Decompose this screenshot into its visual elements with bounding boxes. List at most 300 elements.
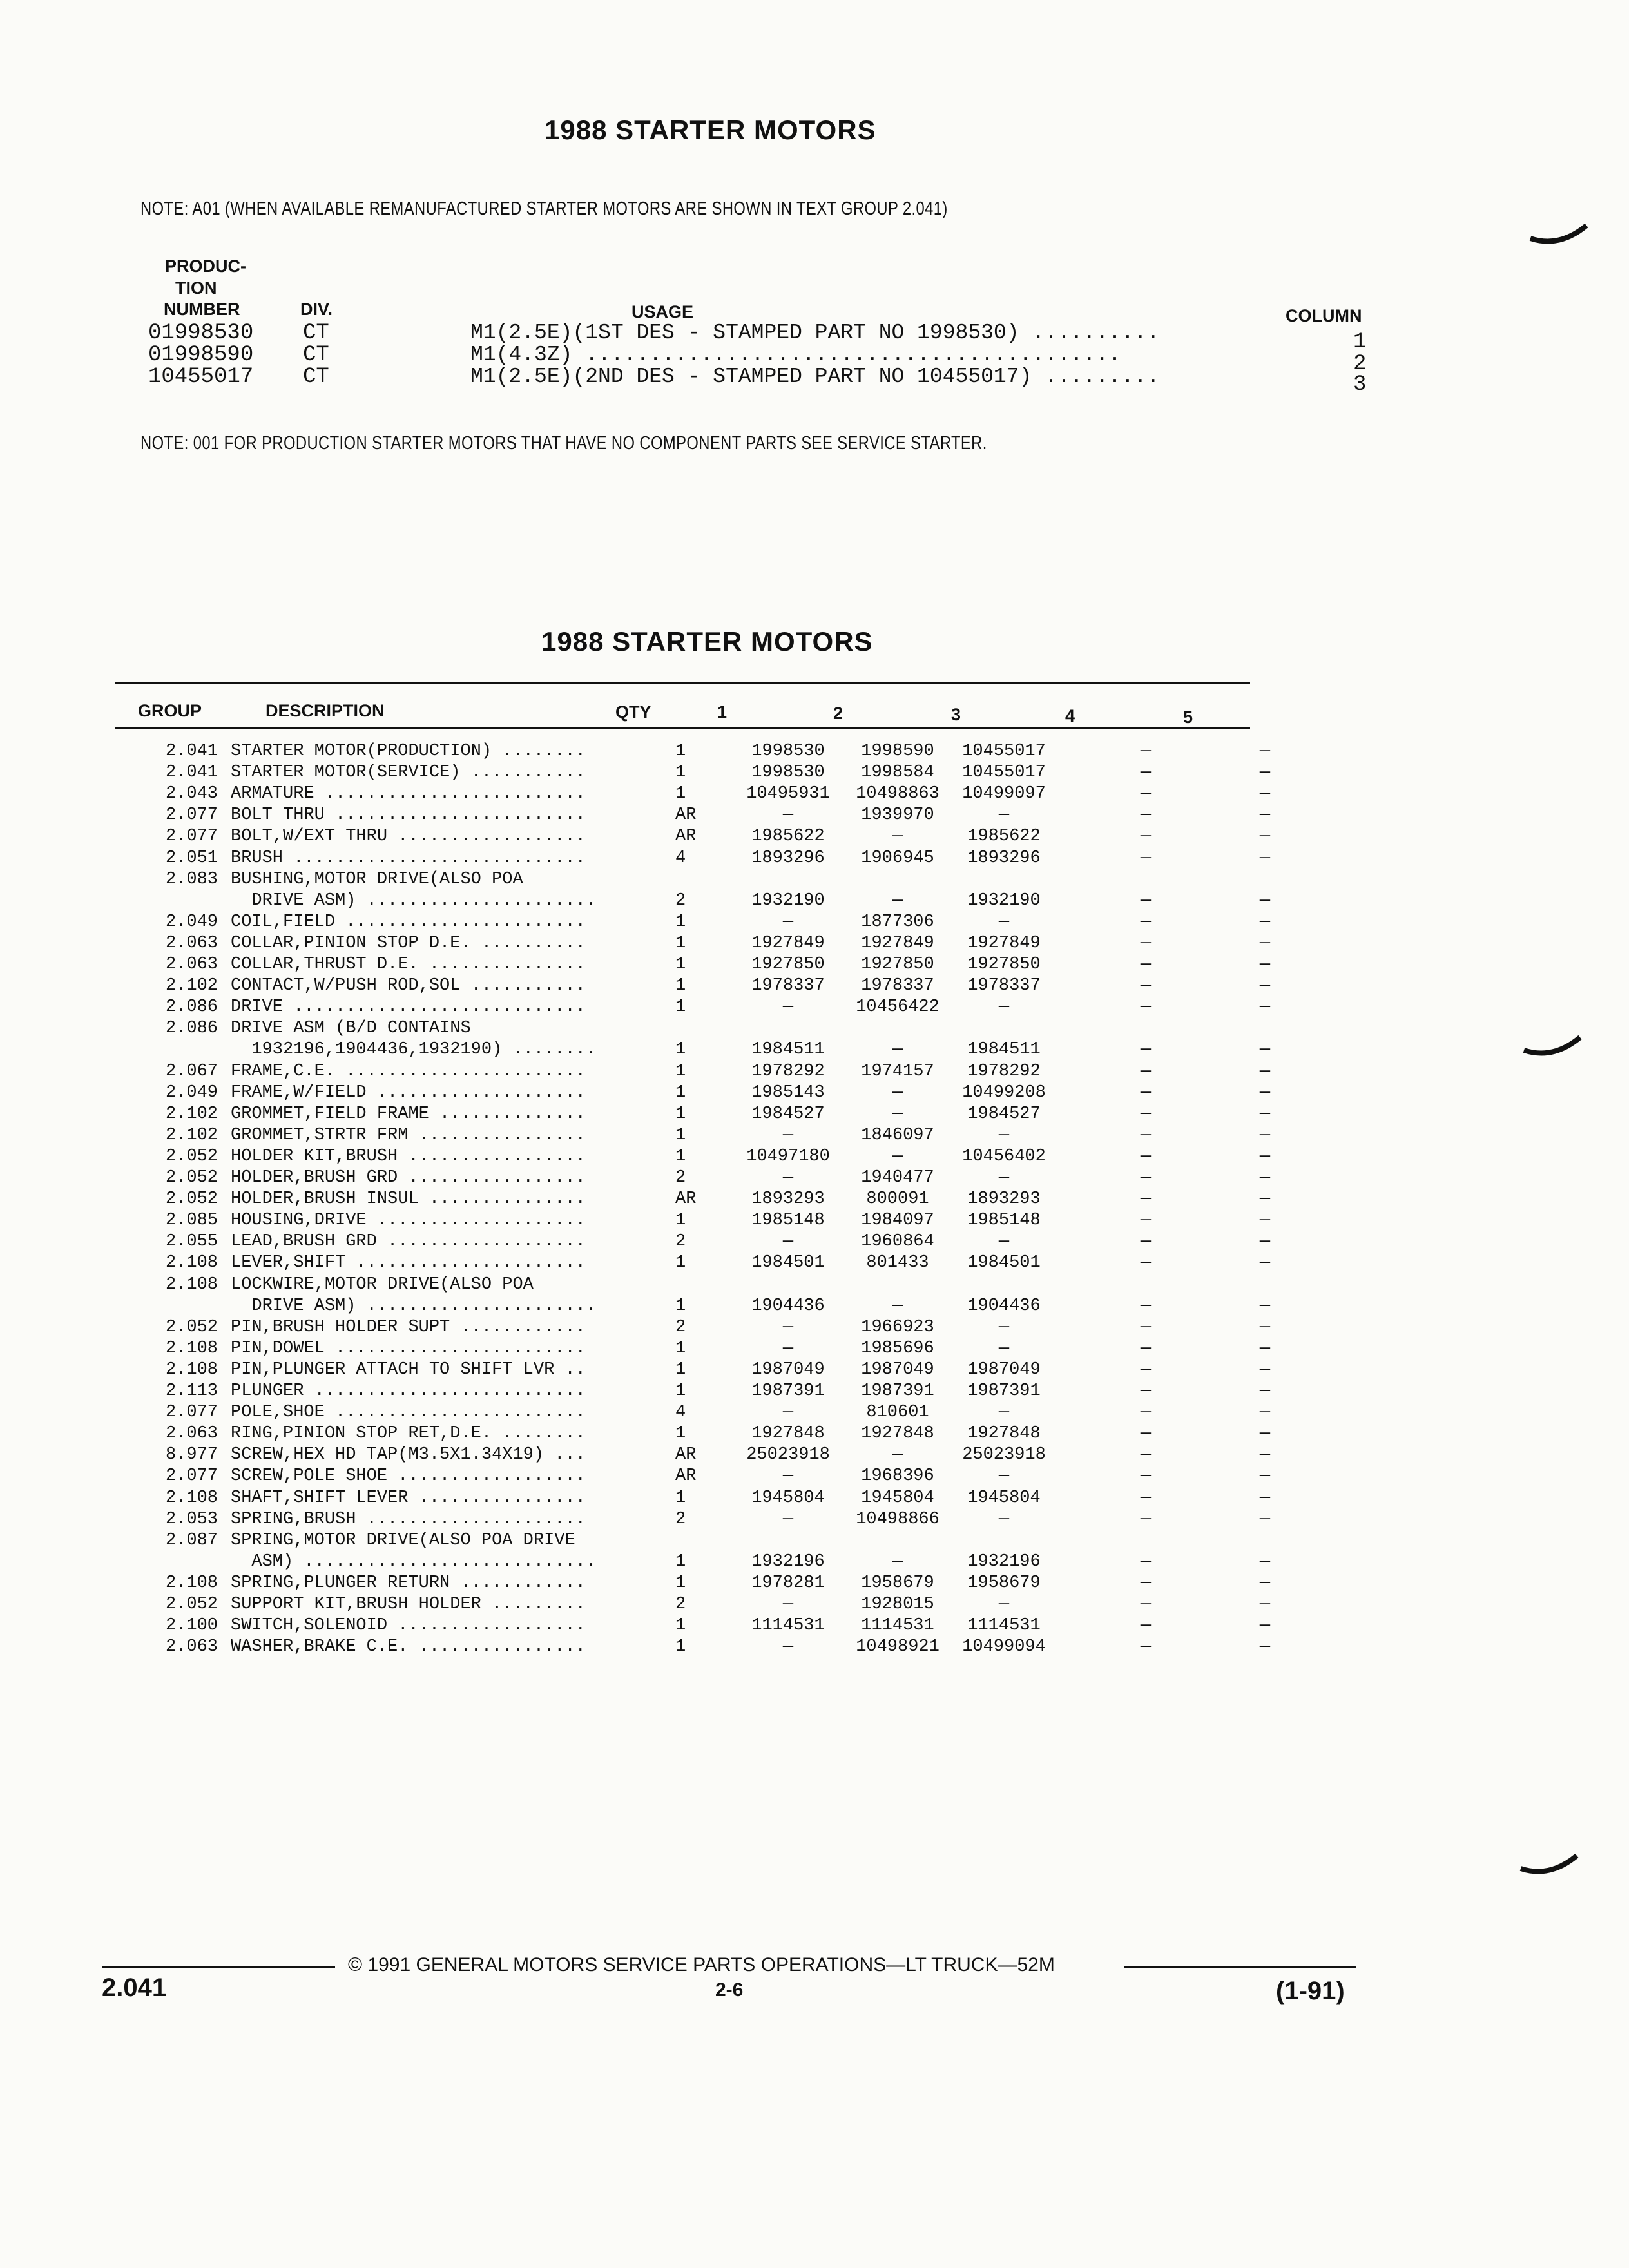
row-group: 2.087 bbox=[165, 1530, 218, 1550]
row-col-1: 1984511 bbox=[751, 1040, 825, 1060]
col-header-qty: QTY bbox=[615, 702, 651, 722]
row-group: 2.052 bbox=[165, 1146, 218, 1166]
table-row bbox=[134, 954, 1271, 975]
row-description: ARMATURE ......................... bbox=[231, 784, 586, 804]
row-col-5: — bbox=[1259, 848, 1271, 868]
row-col-3: 10455017 bbox=[962, 763, 1046, 783]
row-col-4: — bbox=[1140, 1445, 1152, 1465]
row-col-1: — bbox=[782, 1317, 794, 1337]
row-col-4: — bbox=[1140, 784, 1152, 804]
row-col-5: — bbox=[1259, 1488, 1271, 1508]
row-col-4: — bbox=[1140, 1296, 1152, 1316]
row-col-5: — bbox=[1259, 763, 1271, 783]
row-col-4: — bbox=[1140, 742, 1152, 761]
parts-table bbox=[134, 741, 1271, 1669]
table-row bbox=[134, 1338, 1271, 1360]
row-group: 2.102 bbox=[165, 976, 218, 996]
row-description: POLE,SHOE ........................ bbox=[231, 1403, 586, 1423]
row-col-2: — bbox=[892, 890, 903, 910]
row-group: 2.041 bbox=[165, 763, 218, 783]
table-row bbox=[134, 1253, 1271, 1274]
row-group: 2.108 bbox=[165, 1253, 218, 1273]
row-col-1: 1998530 bbox=[751, 742, 825, 761]
row-description: GROMMET,FIELD FRAME .............. bbox=[231, 1104, 586, 1124]
row-col-3: 1985622 bbox=[967, 827, 1041, 847]
row-col-5: — bbox=[1259, 1317, 1271, 1337]
row-description: LEVER,SHIFT ...................... bbox=[231, 1253, 586, 1273]
row-col-1: — bbox=[782, 1232, 794, 1252]
table-row bbox=[134, 1573, 1271, 1594]
row-col-2: 1978337 bbox=[861, 976, 934, 996]
row-col-2: 1906945 bbox=[861, 848, 934, 868]
row-col-4: — bbox=[1140, 1338, 1152, 1358]
row-col-2: 1945804 bbox=[861, 1488, 934, 1508]
row-col-3: 1945804 bbox=[967, 1488, 1041, 1508]
row-col-4: — bbox=[1140, 1360, 1152, 1379]
table-row bbox=[134, 848, 1271, 869]
row-qty: 1 bbox=[675, 997, 686, 1017]
row-group: 2.113 bbox=[165, 1381, 218, 1401]
row-col-5: — bbox=[1259, 1403, 1271, 1423]
row-col-4: — bbox=[1140, 1424, 1152, 1444]
row-col-1: 1987391 bbox=[751, 1381, 825, 1401]
row-col-3: 10455017 bbox=[962, 742, 1046, 761]
row-description: SUPPORT KIT,BRUSH HOLDER ......... bbox=[231, 1595, 586, 1614]
row-qty: 1 bbox=[675, 1616, 686, 1636]
row-description: DRIVE ASM) ...................... bbox=[231, 1296, 597, 1316]
row-qty: 1 bbox=[675, 1360, 686, 1379]
row-col-2: 10498921 bbox=[856, 1637, 940, 1657]
row-description: BRUSH ............................ bbox=[231, 848, 586, 868]
row-description: SWITCH,SOLENOID .................. bbox=[231, 1616, 586, 1636]
row-col-4: — bbox=[1140, 1509, 1152, 1529]
row-qty: 1 bbox=[675, 1552, 686, 1571]
row-col-4: — bbox=[1140, 805, 1152, 825]
row-col-2: 801433 bbox=[866, 1253, 929, 1273]
col-header-group: GROUP bbox=[138, 701, 202, 720]
row-col-1: — bbox=[782, 912, 794, 932]
row-qty: AR bbox=[675, 805, 697, 825]
footer-section: 2.041 bbox=[102, 1974, 167, 2002]
row-qty: 1 bbox=[675, 1125, 686, 1145]
row-description: STARTER MOTOR(SERVICE) ........... bbox=[231, 763, 586, 783]
row-col-1: 1893293 bbox=[751, 1189, 825, 1209]
row-qty: 1 bbox=[675, 1488, 686, 1508]
row-col-2: 10498863 bbox=[856, 784, 940, 804]
prod-column: 2 bbox=[1353, 352, 1367, 376]
row-col-3: 1932190 bbox=[967, 890, 1041, 910]
row-description: SPRING,PLUNGER RETURN ............ bbox=[231, 1573, 586, 1593]
row-group: 2.100 bbox=[165, 1616, 218, 1636]
table-row bbox=[134, 1360, 1271, 1381]
row-col-3: 1978337 bbox=[967, 976, 1041, 996]
footer-rule-right bbox=[1124, 1966, 1356, 1968]
table-row bbox=[134, 1402, 1271, 1423]
table-row bbox=[134, 1168, 1271, 1189]
row-col-5: — bbox=[1259, 827, 1271, 847]
row-col-3: 1978292 bbox=[967, 1061, 1041, 1081]
row-col-2: — bbox=[892, 1082, 903, 1102]
row-col-2: 1998590 bbox=[861, 742, 934, 761]
row-col-5: — bbox=[1259, 1445, 1271, 1465]
row-col-3: 10499097 bbox=[962, 784, 1046, 804]
row-col-2: — bbox=[892, 1146, 903, 1166]
prod-usage: M1(2.5E)(1ST DES - STAMPED PART NO 1998530) .......... bbox=[470, 321, 1160, 345]
table-row bbox=[134, 1445, 1271, 1466]
table-row bbox=[134, 741, 1271, 762]
footer-rule-left bbox=[102, 1966, 335, 1968]
row-col-3: — bbox=[998, 1595, 1010, 1614]
row-group: 2.108 bbox=[165, 1360, 218, 1379]
row-col-1: 1985148 bbox=[751, 1211, 825, 1231]
row-description: BOLT,W/EXT THRU .................. bbox=[231, 827, 586, 847]
row-col-3: 1984527 bbox=[967, 1104, 1041, 1124]
row-col-2: 1974157 bbox=[861, 1061, 934, 1081]
row-col-5: — bbox=[1259, 890, 1271, 910]
row-qty: 1 bbox=[675, 976, 686, 996]
row-description: STARTER MOTOR(PRODUCTION) ........ bbox=[231, 742, 586, 761]
row-col-4: — bbox=[1140, 1552, 1152, 1571]
row-col-3: — bbox=[998, 1168, 1010, 1187]
table-row bbox=[134, 997, 1271, 1018]
row-col-3: — bbox=[998, 1125, 1010, 1145]
row-col-1: 10497180 bbox=[746, 1146, 830, 1166]
row-col-2: 1927850 bbox=[861, 955, 934, 974]
row-col-3: 1985148 bbox=[967, 1211, 1041, 1231]
row-col-4: — bbox=[1140, 997, 1152, 1017]
row-group: 2.077 bbox=[165, 827, 218, 847]
table-row bbox=[134, 1146, 1271, 1168]
row-group: 2.102 bbox=[165, 1125, 218, 1145]
prod-header-3: NUMBER bbox=[164, 300, 240, 319]
row-col-5: — bbox=[1259, 1232, 1271, 1252]
prod-number: 01998530 bbox=[148, 321, 254, 345]
row-col-2: 1984097 bbox=[861, 1211, 934, 1231]
row-col-1: 1978281 bbox=[751, 1573, 825, 1593]
row-col-1: 1927849 bbox=[751, 933, 825, 953]
row-col-5: — bbox=[1259, 1168, 1271, 1187]
row-group: 2.041 bbox=[165, 742, 218, 761]
table-row bbox=[134, 1317, 1271, 1338]
table-row bbox=[134, 1082, 1271, 1104]
row-col-5: — bbox=[1259, 1637, 1271, 1657]
row-description: LOCKWIRE,MOTOR DRIVE(ALSO POA bbox=[231, 1274, 534, 1294]
row-qty: 1 bbox=[675, 1104, 686, 1124]
row-col-2: 1998584 bbox=[861, 763, 934, 783]
row-qty: AR bbox=[675, 827, 697, 847]
row-col-1: — bbox=[782, 1403, 794, 1423]
row-col-3: 1932196 bbox=[967, 1552, 1041, 1571]
row-col-1: — bbox=[782, 1125, 794, 1145]
row-col-5: — bbox=[1259, 1146, 1271, 1166]
table-row bbox=[134, 1381, 1271, 1402]
row-col-3: — bbox=[998, 1338, 1010, 1358]
row-col-1: 1985143 bbox=[751, 1082, 825, 1102]
row-qty: 4 bbox=[675, 848, 686, 868]
row-col-1: 1987049 bbox=[751, 1360, 825, 1379]
table-row bbox=[134, 869, 1255, 890]
row-col-1: 1932196 bbox=[751, 1552, 825, 1571]
row-description: HOLDER,BRUSH INSUL ............... bbox=[231, 1189, 586, 1209]
row-col-5: — bbox=[1259, 1466, 1271, 1486]
table-row bbox=[134, 1125, 1271, 1146]
row-col-1: 1984501 bbox=[751, 1253, 825, 1273]
row-col-3: — bbox=[998, 805, 1010, 825]
prod-number: 01998590 bbox=[148, 343, 254, 367]
row-description: LEAD,BRUSH GRD ................... bbox=[231, 1232, 586, 1252]
row-group: 2.049 bbox=[165, 1082, 218, 1102]
row-col-4: — bbox=[1140, 848, 1152, 868]
row-col-3: — bbox=[998, 1403, 1010, 1423]
row-qty: 1 bbox=[675, 955, 686, 974]
row-description: DRIVE ............................ bbox=[231, 997, 586, 1017]
row-qty: 2 bbox=[675, 1317, 686, 1337]
row-col-3: 1984501 bbox=[967, 1253, 1041, 1273]
row-description: FRAME,C.E. ....................... bbox=[231, 1061, 586, 1081]
row-qty: 1 bbox=[675, 1253, 686, 1273]
row-qty: 2 bbox=[675, 1509, 686, 1529]
col-header-description: DESCRIPTION bbox=[265, 701, 385, 720]
prod-div: CT bbox=[303, 321, 329, 345]
row-col-2: 1877306 bbox=[861, 912, 934, 932]
row-col-4: — bbox=[1140, 1488, 1152, 1508]
row-col-1: 1927848 bbox=[751, 1424, 825, 1444]
row-col-4: — bbox=[1140, 1232, 1152, 1252]
row-col-3: 1114531 bbox=[967, 1616, 1041, 1636]
row-col-3: 1893296 bbox=[967, 848, 1041, 868]
row-description: SPRING,MOTOR DRIVE(ALSO POA DRIVE bbox=[231, 1530, 575, 1550]
row-description: PIN,BRUSH HOLDER SUPT ............ bbox=[231, 1317, 586, 1337]
row-col-3: 1927850 bbox=[967, 955, 1041, 974]
prod-header-1: PRODUC- bbox=[165, 256, 246, 276]
row-col-2: — bbox=[892, 827, 903, 847]
row-qty: 1 bbox=[675, 784, 686, 804]
row-col-5: — bbox=[1259, 1125, 1271, 1145]
row-qty: 1 bbox=[675, 763, 686, 783]
prod-column: 1 bbox=[1353, 330, 1367, 354]
row-qty: 1 bbox=[675, 1381, 686, 1401]
footer-copyright: © 1991 GENERAL MOTORS SERVICE PARTS OPERATIONS—LT TRUCK—52M bbox=[348, 1954, 1055, 1975]
row-group: 2.051 bbox=[165, 848, 218, 868]
row-col-5: — bbox=[1259, 1296, 1271, 1316]
note-a01: NOTE: A01 (WHEN AVAILABLE REMANUFACTURED STARTER MOTORS ARE SHOWN IN TEXT GROUP 2.041) bbox=[140, 198, 948, 219]
row-description: RING,PINION STOP RET,D.E. ........ bbox=[231, 1424, 586, 1444]
table-row bbox=[134, 1210, 1271, 1231]
row-col-5: — bbox=[1259, 1189, 1271, 1209]
table-row bbox=[134, 1466, 1271, 1487]
page-title: 1988 STARTER MOTORS bbox=[545, 115, 876, 145]
row-col-5: — bbox=[1259, 912, 1271, 932]
row-description: HOUSING,DRIVE .................... bbox=[231, 1211, 586, 1231]
row-col-2: 1939970 bbox=[861, 805, 934, 825]
row-col-3: 1893293 bbox=[967, 1189, 1041, 1209]
row-group: 2.083 bbox=[165, 869, 218, 889]
row-col-4: — bbox=[1140, 1125, 1152, 1145]
row-col-4: — bbox=[1140, 1403, 1152, 1423]
row-group: 2.053 bbox=[165, 1509, 218, 1529]
row-col-1: 1932190 bbox=[751, 890, 825, 910]
row-group: 2.086 bbox=[165, 1019, 218, 1039]
table-row bbox=[134, 1061, 1271, 1082]
row-col-2: — bbox=[892, 1104, 903, 1124]
row-description: COLLAR,PINION STOP D.E. .......... bbox=[231, 933, 586, 953]
row-col-4: — bbox=[1140, 1082, 1152, 1102]
table-row bbox=[134, 762, 1271, 783]
row-col-5: — bbox=[1259, 1509, 1271, 1529]
usage-header: USAGE bbox=[631, 302, 694, 322]
note-001: NOTE: 001 FOR PRODUCTION STARTER MOTORS THAT HAVE NO COMPONENT PARTS SEE SERVICE STARTER. bbox=[140, 433, 987, 454]
table-title: 1988 STARTER MOTORS bbox=[541, 626, 873, 657]
row-col-5: — bbox=[1259, 1061, 1271, 1081]
row-col-4: — bbox=[1140, 1104, 1152, 1124]
row-col-4: — bbox=[1140, 1040, 1152, 1060]
row-description: PLUNGER .......................... bbox=[231, 1381, 586, 1401]
footer-page-number: 2-6 bbox=[715, 1979, 744, 2001]
row-group: 2.063 bbox=[165, 955, 218, 974]
row-group: 2.049 bbox=[165, 912, 218, 932]
row-col-4: — bbox=[1140, 1146, 1152, 1166]
row-group: 2.043 bbox=[165, 784, 218, 804]
prod-usage: M1(2.5E)(2ND DES - STAMPED PART NO 10455017) ......... bbox=[470, 365, 1160, 389]
col-header-3: 3 bbox=[951, 705, 961, 724]
row-col-3: 1904436 bbox=[967, 1296, 1041, 1316]
row-col-5: — bbox=[1259, 1595, 1271, 1614]
row-qty: 1 bbox=[675, 1211, 686, 1231]
footer-date: (1-91) bbox=[1276, 1977, 1345, 2005]
row-col-4: — bbox=[1140, 933, 1152, 953]
row-qty: 1 bbox=[675, 1424, 686, 1444]
row-col-2: — bbox=[892, 1296, 903, 1316]
row-col-3: — bbox=[998, 1509, 1010, 1529]
row-col-4: — bbox=[1140, 890, 1152, 910]
row-col-5: — bbox=[1259, 1360, 1271, 1379]
row-col-2: 1846097 bbox=[861, 1125, 934, 1145]
table-row bbox=[134, 1552, 1271, 1573]
table-row bbox=[134, 1488, 1271, 1509]
row-col-3: 1987049 bbox=[967, 1360, 1041, 1379]
row-col-4: — bbox=[1140, 955, 1152, 974]
table-row bbox=[134, 1594, 1271, 1615]
row-group: 2.108 bbox=[165, 1338, 218, 1358]
table-row bbox=[134, 1296, 1271, 1317]
row-col-2: 1966923 bbox=[861, 1317, 934, 1337]
row-col-2: 1987049 bbox=[861, 1360, 934, 1379]
row-col-1: 1114531 bbox=[751, 1616, 825, 1636]
row-group: 2.077 bbox=[165, 1403, 218, 1423]
row-col-2: 1940477 bbox=[861, 1168, 934, 1187]
row-col-1: 1893296 bbox=[751, 848, 825, 868]
row-col-5: — bbox=[1259, 1253, 1271, 1273]
row-col-2: — bbox=[892, 1445, 903, 1465]
row-group: 2.077 bbox=[165, 1466, 218, 1486]
table-row bbox=[134, 933, 1271, 954]
row-col-4: — bbox=[1140, 1253, 1152, 1273]
table-row bbox=[134, 783, 1271, 805]
row-description: SHAFT,SHIFT LEVER ................ bbox=[231, 1488, 586, 1508]
row-group: 2.086 bbox=[165, 997, 218, 1017]
row-description: SPRING,BRUSH ..................... bbox=[231, 1509, 586, 1529]
row-col-4: — bbox=[1140, 763, 1152, 783]
row-col-2: 1114531 bbox=[861, 1616, 934, 1636]
row-qty: 1 bbox=[675, 1338, 686, 1358]
row-description: BUSHING,MOTOR DRIVE(ALSO POA bbox=[231, 869, 523, 889]
prod-header-2: TION bbox=[175, 278, 217, 298]
row-col-1: 1927850 bbox=[751, 955, 825, 974]
row-qty: 1 bbox=[675, 1637, 686, 1657]
row-col-4: — bbox=[1140, 1595, 1152, 1614]
row-col-3: — bbox=[998, 912, 1010, 932]
table-row bbox=[134, 1018, 1255, 1039]
row-description: WASHER,BRAKE C.E. ................ bbox=[231, 1637, 586, 1657]
row-col-5: — bbox=[1259, 1104, 1271, 1124]
row-col-2: 1928015 bbox=[861, 1595, 934, 1614]
row-col-2: — bbox=[892, 1552, 903, 1571]
row-group: 2.067 bbox=[165, 1061, 218, 1081]
row-qty: 1 bbox=[675, 1082, 686, 1102]
table-row bbox=[134, 890, 1271, 912]
row-description: COLLAR,THRUST D.E. ............... bbox=[231, 955, 586, 974]
row-description: CONTACT,W/PUSH ROD,SOL ........... bbox=[231, 976, 586, 996]
table-row bbox=[134, 975, 1271, 997]
row-group: 2.055 bbox=[165, 1232, 218, 1252]
row-col-4: — bbox=[1140, 1637, 1152, 1657]
row-group: 2.063 bbox=[165, 1424, 218, 1444]
row-qty: 2 bbox=[675, 890, 686, 910]
row-col-5: — bbox=[1259, 933, 1271, 953]
table-row bbox=[134, 826, 1271, 847]
row-col-3: 1927848 bbox=[967, 1424, 1041, 1444]
table-row bbox=[134, 1615, 1271, 1637]
row-col-3: — bbox=[998, 1466, 1010, 1486]
row-col-1: — bbox=[782, 1466, 794, 1486]
binder-mark bbox=[1527, 219, 1592, 258]
row-description: FRAME,W/FIELD .................... bbox=[231, 1082, 586, 1102]
row-col-5: — bbox=[1259, 742, 1271, 761]
row-description: HOLDER,BRUSH GRD ................. bbox=[231, 1168, 586, 1187]
row-group: 2.063 bbox=[165, 933, 218, 953]
row-description: DRIVE ASM (B/D CONTAINS bbox=[231, 1019, 471, 1039]
row-qty: 2 bbox=[675, 1232, 686, 1252]
row-col-1: 1945804 bbox=[751, 1488, 825, 1508]
row-col-5: — bbox=[1259, 805, 1271, 825]
row-description: PIN,DOWEL ........................ bbox=[231, 1338, 586, 1358]
row-col-4: — bbox=[1140, 1573, 1152, 1593]
row-description: SCREW,POLE SHOE .................. bbox=[231, 1466, 586, 1486]
row-col-3: 1958679 bbox=[967, 1573, 1041, 1593]
row-col-1: 1985622 bbox=[751, 827, 825, 847]
row-col-1: — bbox=[782, 1338, 794, 1358]
row-col-5: — bbox=[1259, 1381, 1271, 1401]
row-col-3: 1987391 bbox=[967, 1381, 1041, 1401]
row-qty: 1 bbox=[675, 912, 686, 932]
row-qty: AR bbox=[675, 1189, 697, 1209]
row-description: GROMMET,STRTR FRM ................ bbox=[231, 1125, 586, 1145]
row-col-3: — bbox=[998, 1317, 1010, 1337]
row-col-4: — bbox=[1140, 1189, 1152, 1209]
col-header-5: 5 bbox=[1183, 707, 1193, 727]
row-qty: 2 bbox=[675, 1168, 686, 1187]
row-col-2: 1927848 bbox=[861, 1424, 934, 1444]
row-col-3: 25023918 bbox=[962, 1445, 1046, 1465]
row-col-4: — bbox=[1140, 1616, 1152, 1636]
row-col-2: 10456422 bbox=[856, 997, 940, 1017]
table-row bbox=[134, 1509, 1271, 1530]
row-group: 2.108 bbox=[165, 1573, 218, 1593]
row-col-1: — bbox=[782, 1637, 794, 1657]
row-group: 2.052 bbox=[165, 1595, 218, 1614]
row-col-2: — bbox=[892, 1040, 903, 1060]
row-group: 2.052 bbox=[165, 1189, 218, 1209]
